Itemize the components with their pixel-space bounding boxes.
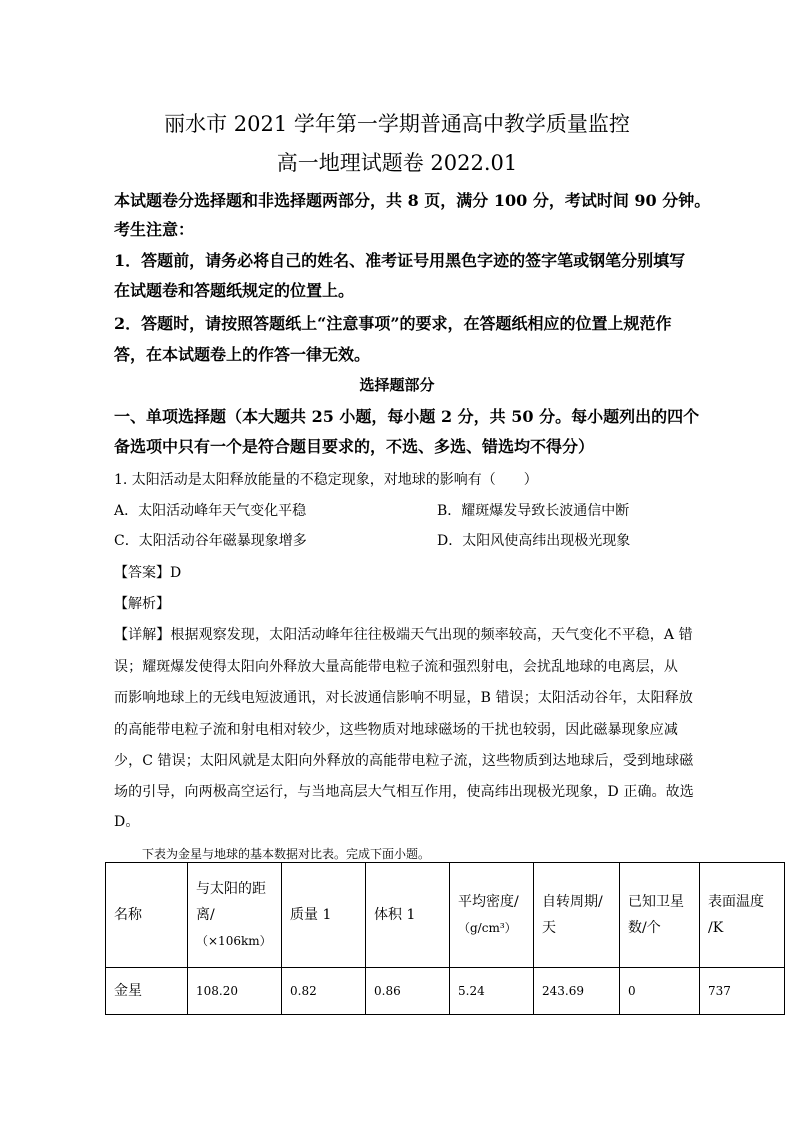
explanation-line: 少，C 错误；太阳风就是太阳向外释放的高能带电粒子流，这些物质到达地球后，受到地球磁 xyxy=(114,753,694,769)
explanation-line: 场的引导，向两极高空运行，与当地高层大气相互作用，使高纬出现极光现象，D 正确。故选 xyxy=(114,784,694,800)
explanation-line: 而影响地球上的无线电短波通讯，对长波通信影响不明显，B 错误；太阳活动谷年，太阳释放 xyxy=(114,690,693,706)
header-text: （×106km） xyxy=(196,934,272,948)
header-cell xyxy=(534,863,620,968)
table-cell: 0 xyxy=(620,968,700,1015)
header-text: /K xyxy=(708,920,724,936)
option-d: D．太阳风使高纬出现极光现象 xyxy=(437,533,631,549)
header-text: 质量 1 xyxy=(290,907,332,923)
header-text: 数/个 xyxy=(628,920,661,936)
header-text: 已知卫星 xyxy=(628,894,684,910)
table-cell: 5.24 xyxy=(450,968,534,1015)
header-text: 与太阳的距 xyxy=(196,881,266,897)
document-title-line2: 高一地理试题卷 2022.01 xyxy=(276,151,518,175)
header-text: （g/cm³） xyxy=(458,921,517,935)
instructions-line2: 考生注意： xyxy=(114,220,195,239)
table-cell: 0.86 xyxy=(366,968,450,1015)
section-heading: 选择题部分 xyxy=(359,376,435,394)
instructions-line6: 答，在本试题卷上的作答一律无效。 xyxy=(114,345,371,364)
table-row xyxy=(106,968,785,1015)
table-cell: 0.82 xyxy=(282,968,366,1015)
explanation-line: 误；耀斑爆发使得太阳向外释放大量高能带电粒子流和强烈射电，会扰乱地球的电离层，从 xyxy=(114,659,678,675)
header-cell xyxy=(366,863,450,968)
table-cell: 243.69 xyxy=(534,968,620,1015)
data-table xyxy=(105,862,785,1015)
table-header-row xyxy=(106,863,785,968)
question-stem: 1. 太阳活动是太阳释放能量的不稳定现象，对地球的影响有（ ） xyxy=(114,472,538,488)
header-cell xyxy=(700,863,785,968)
header-cell xyxy=(188,863,282,968)
option-a: A．太阳活动峰年天气变化平稳 xyxy=(114,503,307,519)
header-text: 体积 1 xyxy=(374,907,416,923)
document-title-line1: 丽水市 2021 学年第一学期普通高中教学质量监控 xyxy=(164,112,630,136)
header-text: 离/ xyxy=(196,907,215,923)
header-text: 名称 xyxy=(114,907,142,923)
header-text: 天 xyxy=(542,920,556,936)
header-text: 自转周期/ xyxy=(542,894,603,910)
header-text: 表面温度 xyxy=(708,894,764,910)
instructions-line4: 在试题卷和答题纸规定的位置上。 xyxy=(114,281,355,300)
header-text: 平均密度/ xyxy=(458,894,519,910)
instructions-line3: 1．答题前，请务必将自己的姓名、准考证号用黑色字迹的签字笔或钢笔分别填写 xyxy=(114,251,686,270)
table-cell: 737 xyxy=(700,968,785,1015)
header-cell xyxy=(620,863,700,968)
part-heading-line1: 一、单项选择题（本大题共 25 小题，每小题 2 分，共 50 分。每小题列出的四个 xyxy=(114,407,700,426)
explanation-line: 的高能带电粒子流和射电相对较少，这些物质对地球磁场的干扰也较弱，因此磁暴现象应减 xyxy=(114,722,678,738)
option-c: C．太阳活动谷年磁暴现象增多 xyxy=(114,533,307,549)
header-cell xyxy=(450,863,534,968)
header-cell xyxy=(282,863,366,968)
option-b: B．耀斑爆发导致长波通信中断 xyxy=(437,503,630,519)
table-intro: 下表为金星与地球的基本数据对比表。完成下面小题。 xyxy=(142,847,431,861)
header-cell xyxy=(106,863,188,968)
explanation-line: D。 xyxy=(114,814,140,830)
analysis-label: 【解析】 xyxy=(114,596,170,612)
instructions-line1: 本试题卷分选择题和非选择题两部分，共 8 页，满分 100 分，考试时间 90 分钟。 xyxy=(114,191,711,210)
explanation-line: 【详解】根据观察发现，太阳活动峰年往往极端天气出现的频率较高，天气变化不平稳，A 错 xyxy=(114,627,693,643)
table-cell: 金星 xyxy=(106,968,188,1015)
table-cell: 108.20 xyxy=(188,968,282,1015)
answer-label: 【答案】D xyxy=(114,565,182,581)
part-heading-line2: 备选项中只有一个是符合题目要求的，不选、多选、错选均不得分） xyxy=(114,437,595,456)
instructions-line5: 2．答题时，请按照答题纸上“注意事项”的要求，在答题纸相应的位置上规范作 xyxy=(114,314,672,333)
